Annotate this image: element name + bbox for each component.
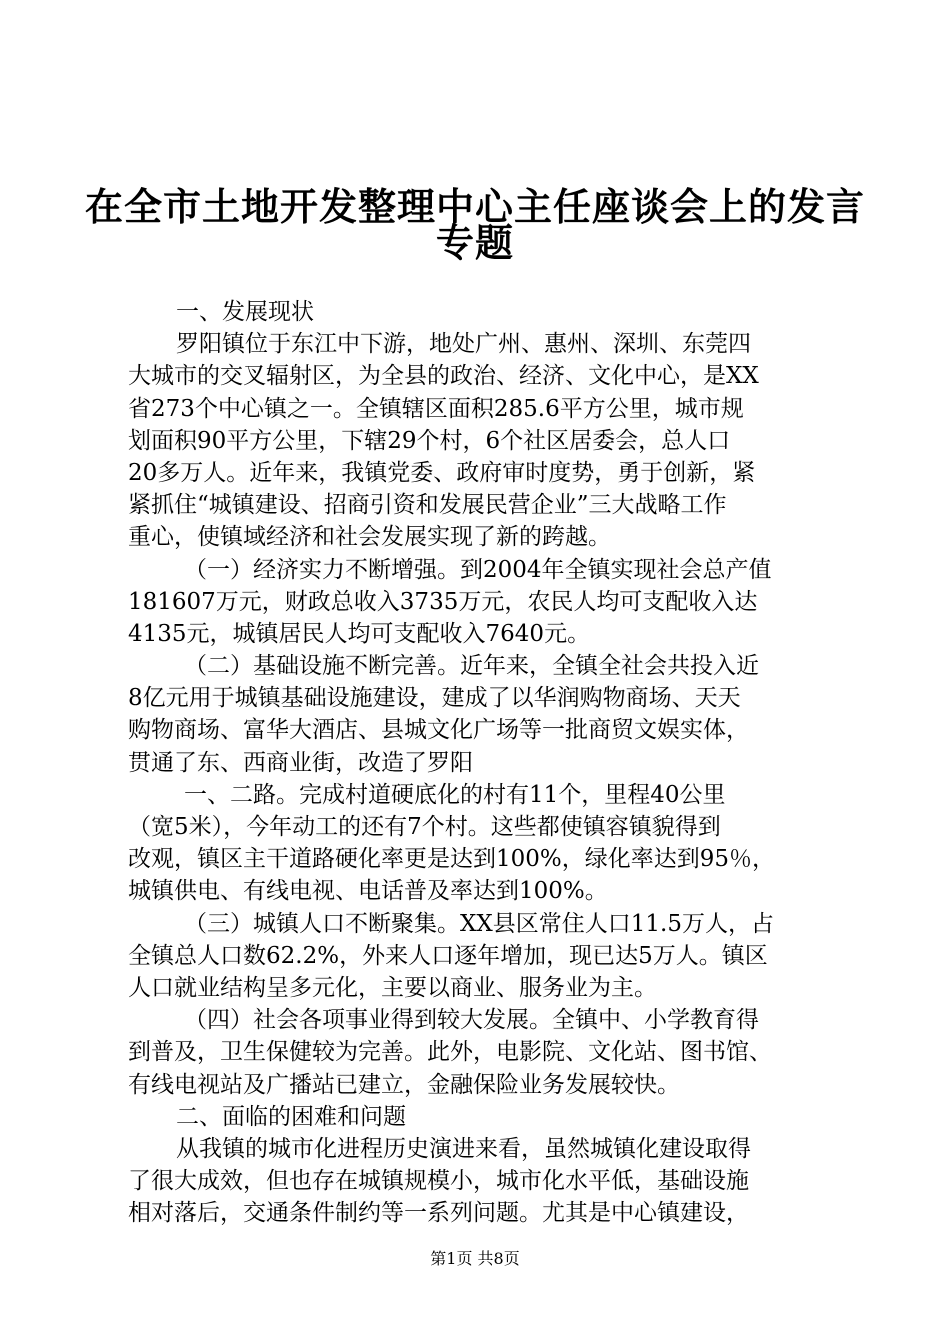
paragraph-line: 20多万人。近年来，我镇党委、政府审时度势，勇于创新，紧	[128, 459, 756, 486]
paragraph-line: 改观，镇区主干道路硬化率更是达到100%，绿化率达到95％，	[128, 846, 776, 873]
paragraph-line: 人口就业结构呈多元化，主要以商业、服务业为主。	[128, 974, 657, 1001]
paragraph-line: 划面积90平方公里，下辖29个村，6个社区居委会，总人口	[128, 427, 731, 454]
paragraph-line: 一、二路。完成村道硬底化的村有11个，里程40公里	[184, 781, 726, 808]
paragraph-line: 181607万元，财政总收入3735万元，农民人均可支配收入达	[128, 588, 758, 615]
paragraph-line: 贯通了东、西商业街，改造了罗阳	[128, 749, 473, 776]
paragraph-line: （宽5米），今年动工的还有7个村。这些都使镇容镇貌得到	[128, 814, 721, 840]
paragraph-line: （二）基础设施不断完善。近年来，全镇全社会共投入近	[184, 653, 759, 680]
paragraph-line: （四）社会各项事业得到较大发展。全镇中、小学教育得	[184, 1007, 759, 1034]
paragraph-line: 省273个中心镇之一。全镇辖区面积285.6平方公里，城市规	[128, 395, 744, 422]
paragraph-line: 4135元，城镇居民人均可支配收入7640元。	[128, 620, 591, 647]
paragraph-line: 大城市的交叉辐射区，为全县的政治、经济、文化中心，是XX	[128, 363, 759, 390]
document-title: 在全市土地开发整理中心主任座谈会上的发言	[84, 185, 865, 229]
document-title-continuation: 专题	[435, 221, 514, 265]
paragraph-line: 了很大成效，但也存在城镇规模小，城市化水平低，基础设施	[128, 1168, 749, 1195]
section-heading: 二、面临的困难和问题	[176, 1103, 406, 1130]
paragraph-line: 重心，使镇域经济和社会发展实现了新的跨越。	[128, 524, 611, 551]
paragraph-line: 全镇总人口数62.2%，外来人口逐年增加，现已达5万人。镇区	[128, 942, 768, 969]
paragraph-line: 到普及，卫生保健较为完善。此外，电影院、文化站、图书馆、	[128, 1039, 772, 1066]
paragraph-line: 罗阳镇位于东江中下游，地处广州、惠州、深圳、东莞四	[176, 331, 751, 358]
document-body	[128, 296, 840, 1229]
paragraph-line: （一）经济实力不断增强。到2004年全镇实现社会总产值	[184, 556, 772, 583]
paragraph-line: 紧抓住“城镇建设、招商引资和发展民营企业”三大战略工作	[128, 492, 727, 519]
paragraph-line: 购物商场、富华大酒店、县城文化广场等一批商贸文娱实体，	[128, 717, 749, 744]
paragraph-line: 8亿元用于城镇基础设施建设，建成了以华润购物商场、天天	[128, 685, 741, 712]
paragraph-line: 从我镇的城市化进程历史演进来看，虽然城镇化建设取得	[176, 1135, 751, 1162]
page-number-footer: 第1页 共8页	[430, 1249, 520, 1268]
paragraph-line: 有线电视站及广播站已建立，金融保险业务发展较快。	[128, 1071, 680, 1098]
paragraph-line: （三）城镇人口不断聚集。XX县区常住人口11.5万人，占	[184, 910, 774, 937]
paragraph-line: 相对落后，交通条件制约等一系列问题。尤其是中心镇建设，	[128, 1200, 749, 1227]
section-heading: 一、发展现状	[176, 299, 314, 325]
paragraph-line: 城镇供电、有线电视、电话普及率达到100%。	[128, 878, 608, 905]
